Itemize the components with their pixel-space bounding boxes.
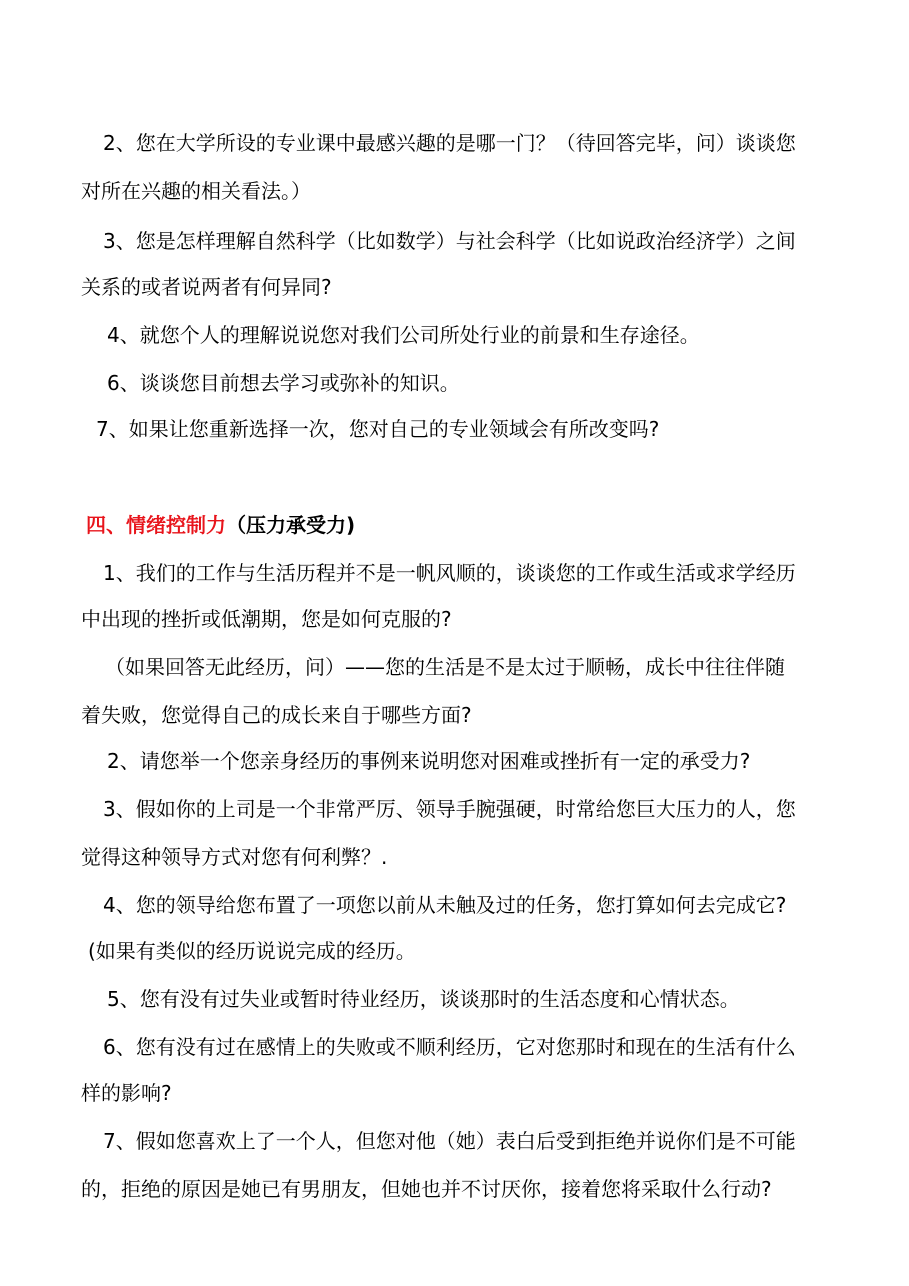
section-4-q6-line-2: 样的影响? [81, 1081, 172, 1105]
question-6: 6、谈谈您目前想去学习或弥补的知识。 [107, 371, 460, 395]
section-4-q1-line-1: 1、我们的工作与生活历程并不是一帆风顺的，谈谈您的工作或生活或求学经历 [103, 561, 796, 585]
section-4-heading [86, 511, 355, 539]
section-4-heading-title: 四、情绪控制力 [86, 513, 226, 537]
section-4-q1-line-2: 中出现的挫折或低潮期，您是如何克服的? [81, 607, 452, 631]
section-4-q3-line-1: 3、假如你的上司是一个非常严厉、领导手腕强硬，时常给您巨大压力的人，您 [103, 797, 796, 821]
section-4-q7-line-2: 的，拒绝的原因是她已有男朋友，但她也并不讨厌你，接着您将采取什么行动? [81, 1177, 772, 1201]
question-3-line-2: 关系的或者说两者有何异同? [81, 275, 332, 299]
question-3-line-1: 3、您是怎样理解自然科学（比如数学）与社会科学（比如说政治经济学）之间 [103, 229, 796, 253]
section-4-q1-line-4: 着失败，您觉得自己的成长来自于哪些方面? [81, 703, 472, 727]
question-4: 4、就您个人的理解说说您对我们公司所处行业的前景和生存途径。 [107, 323, 700, 347]
section-4-q4-line-1: 4、您的领导给您布置了一项您以前从未触及过的任务，您打算如何去完成它? [103, 893, 787, 917]
question-7: 7、如果让您重新选择一次，您对自己的专业领域会有所改变吗? [96, 417, 660, 441]
section-4-q3-line-2: 觉得这种领导方式对您有何利弊？. [81, 845, 388, 869]
section-4-q5: 5、您有没有过失业或暂时待业经历，谈谈那时的生活态度和心情状态。 [107, 987, 740, 1011]
section-4-q1-line-3: （如果回答无此经历，问）——您的生活是不是太过于顺畅，成长中往往伴随 [105, 655, 785, 679]
section-4-q7-line-1: 7、假如您喜欢上了一个人，但您对他（她）表白后受到拒绝并说你们是不可能 [103, 1129, 796, 1153]
section-4-q6-line-1: 6、您有没有过在感情上的失败或不顺利经历，它对您那时和现在的生活有什么 [103, 1035, 796, 1059]
question-2-line-2: 对所在兴趣的相关看法。） [81, 179, 311, 203]
section-4-q4-line-2: (如果有类似的经历说说完成的经历。 [88, 939, 416, 963]
section-4-q2: 2、请您举一个您亲身经历的事例来说明您对困难或挫折有一定的承受力? [107, 749, 751, 773]
question-2-line-1: 2、您在大学所设的专业课中最感兴趣的是哪一门？（待回答完毕，问）谈谈您 [103, 131, 796, 155]
section-4-heading-subtitle: （压力承受力) [226, 513, 356, 537]
